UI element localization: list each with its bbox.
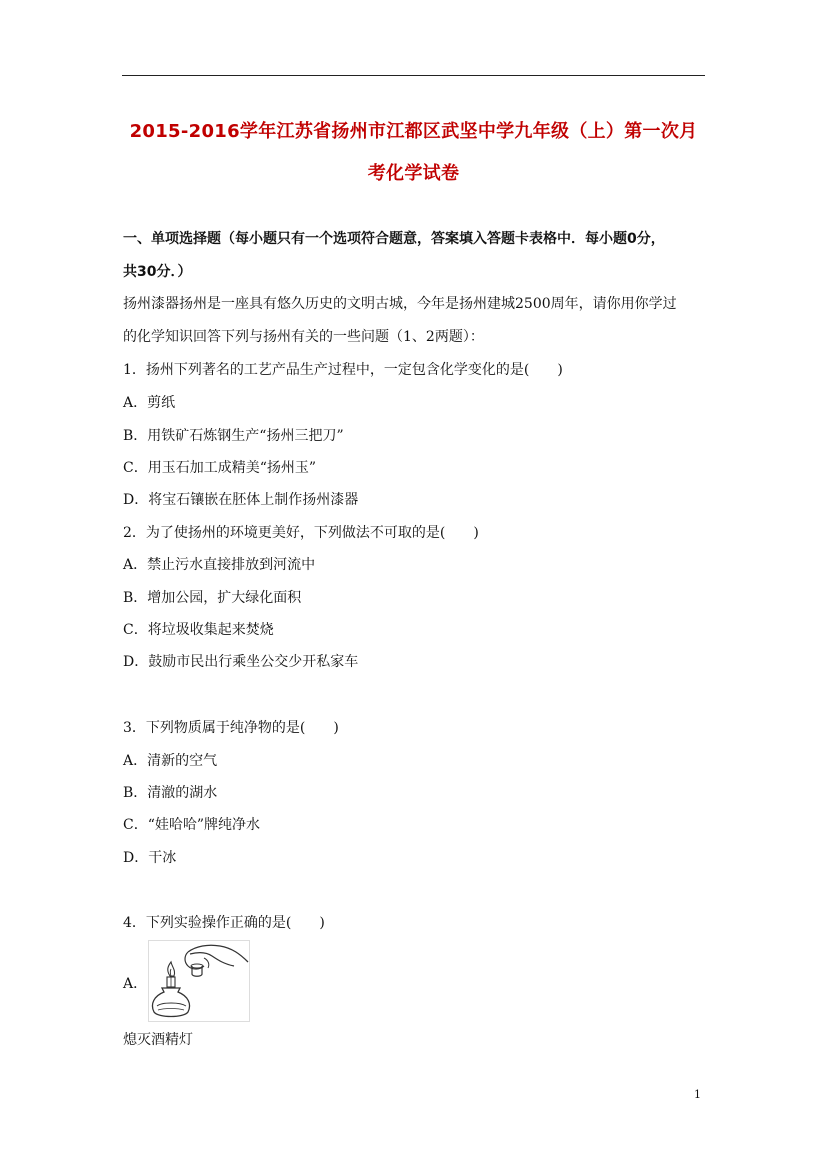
header-rule (122, 75, 705, 76)
page-title-line1: 2015-2016学年江苏省扬州市江都区武坚中学九年级（上）第一次月 (129, 121, 698, 142)
question-2-option-c: C．将垃圾收集起来焚烧 (123, 622, 274, 638)
question-4-option-a-caption: 熄灭酒精灯 (123, 1032, 193, 1048)
question-2-stem: 2．为了使扬州的环境更美好，下列做法不可取的是( ) (123, 525, 479, 541)
intro-line1: 扬州漆器扬州是一座具有悠久历史的文明古城，今年是扬州建城2500周年，请你用你学过 (123, 296, 677, 312)
question-1-stem: 1．扬州下列著名的工艺产品生产过程中，一定包含化学变化的是( ) (123, 362, 563, 378)
question-2-option-a: A．禁止污水直接排放到河流中 (123, 557, 316, 573)
question-3-stem: 3．下列物质属于纯净物的是( ) (123, 720, 339, 736)
question-1-option-c: C．用玉石加工成精美“扬州玉” (123, 460, 317, 476)
question-3-option-b: B．清澈的湖水 (123, 785, 218, 801)
question-1-option-a: A．剪纸 (123, 395, 176, 411)
question-2-option-d: D．鼓励市民出行乘坐公交少开私家车 (123, 654, 359, 670)
question-4-option-a-label: A． (123, 976, 148, 992)
question-3-option-c: C．“娃哈哈”牌纯净水 (123, 817, 261, 833)
section-heading-line2: 共30分．） (123, 264, 192, 280)
question-3-option-d: D．干冰 (123, 850, 177, 866)
page-number: 1 (694, 1088, 701, 1101)
alcohol-lamp-figure (148, 940, 250, 1022)
question-1-option-b: B．用铁矿石炼钢生产“扬州三把刀” (123, 428, 344, 444)
question-3-option-a: A．清新的空气 (123, 753, 218, 769)
question-1-option-d: D．将宝石镶嵌在胚体上制作扬州漆器 (123, 492, 359, 508)
section-heading-line1: 一、单项选择题（每小题只有一个选项符合题意，答案填入答题卡表格中．每小题0分， (123, 231, 665, 247)
intro-line2: 的化学知识回答下列与扬州有关的一些问题（1、2两题）： (123, 329, 484, 345)
page-title-line2: 考化学试卷 (367, 163, 460, 184)
question-4-stem: 4．下列实验操作正确的是( ) (123, 915, 325, 931)
alcohol-lamp-cap-icon (148, 940, 250, 1022)
question-2-option-b: B．增加公园，扩大绿化面积 (123, 590, 302, 606)
